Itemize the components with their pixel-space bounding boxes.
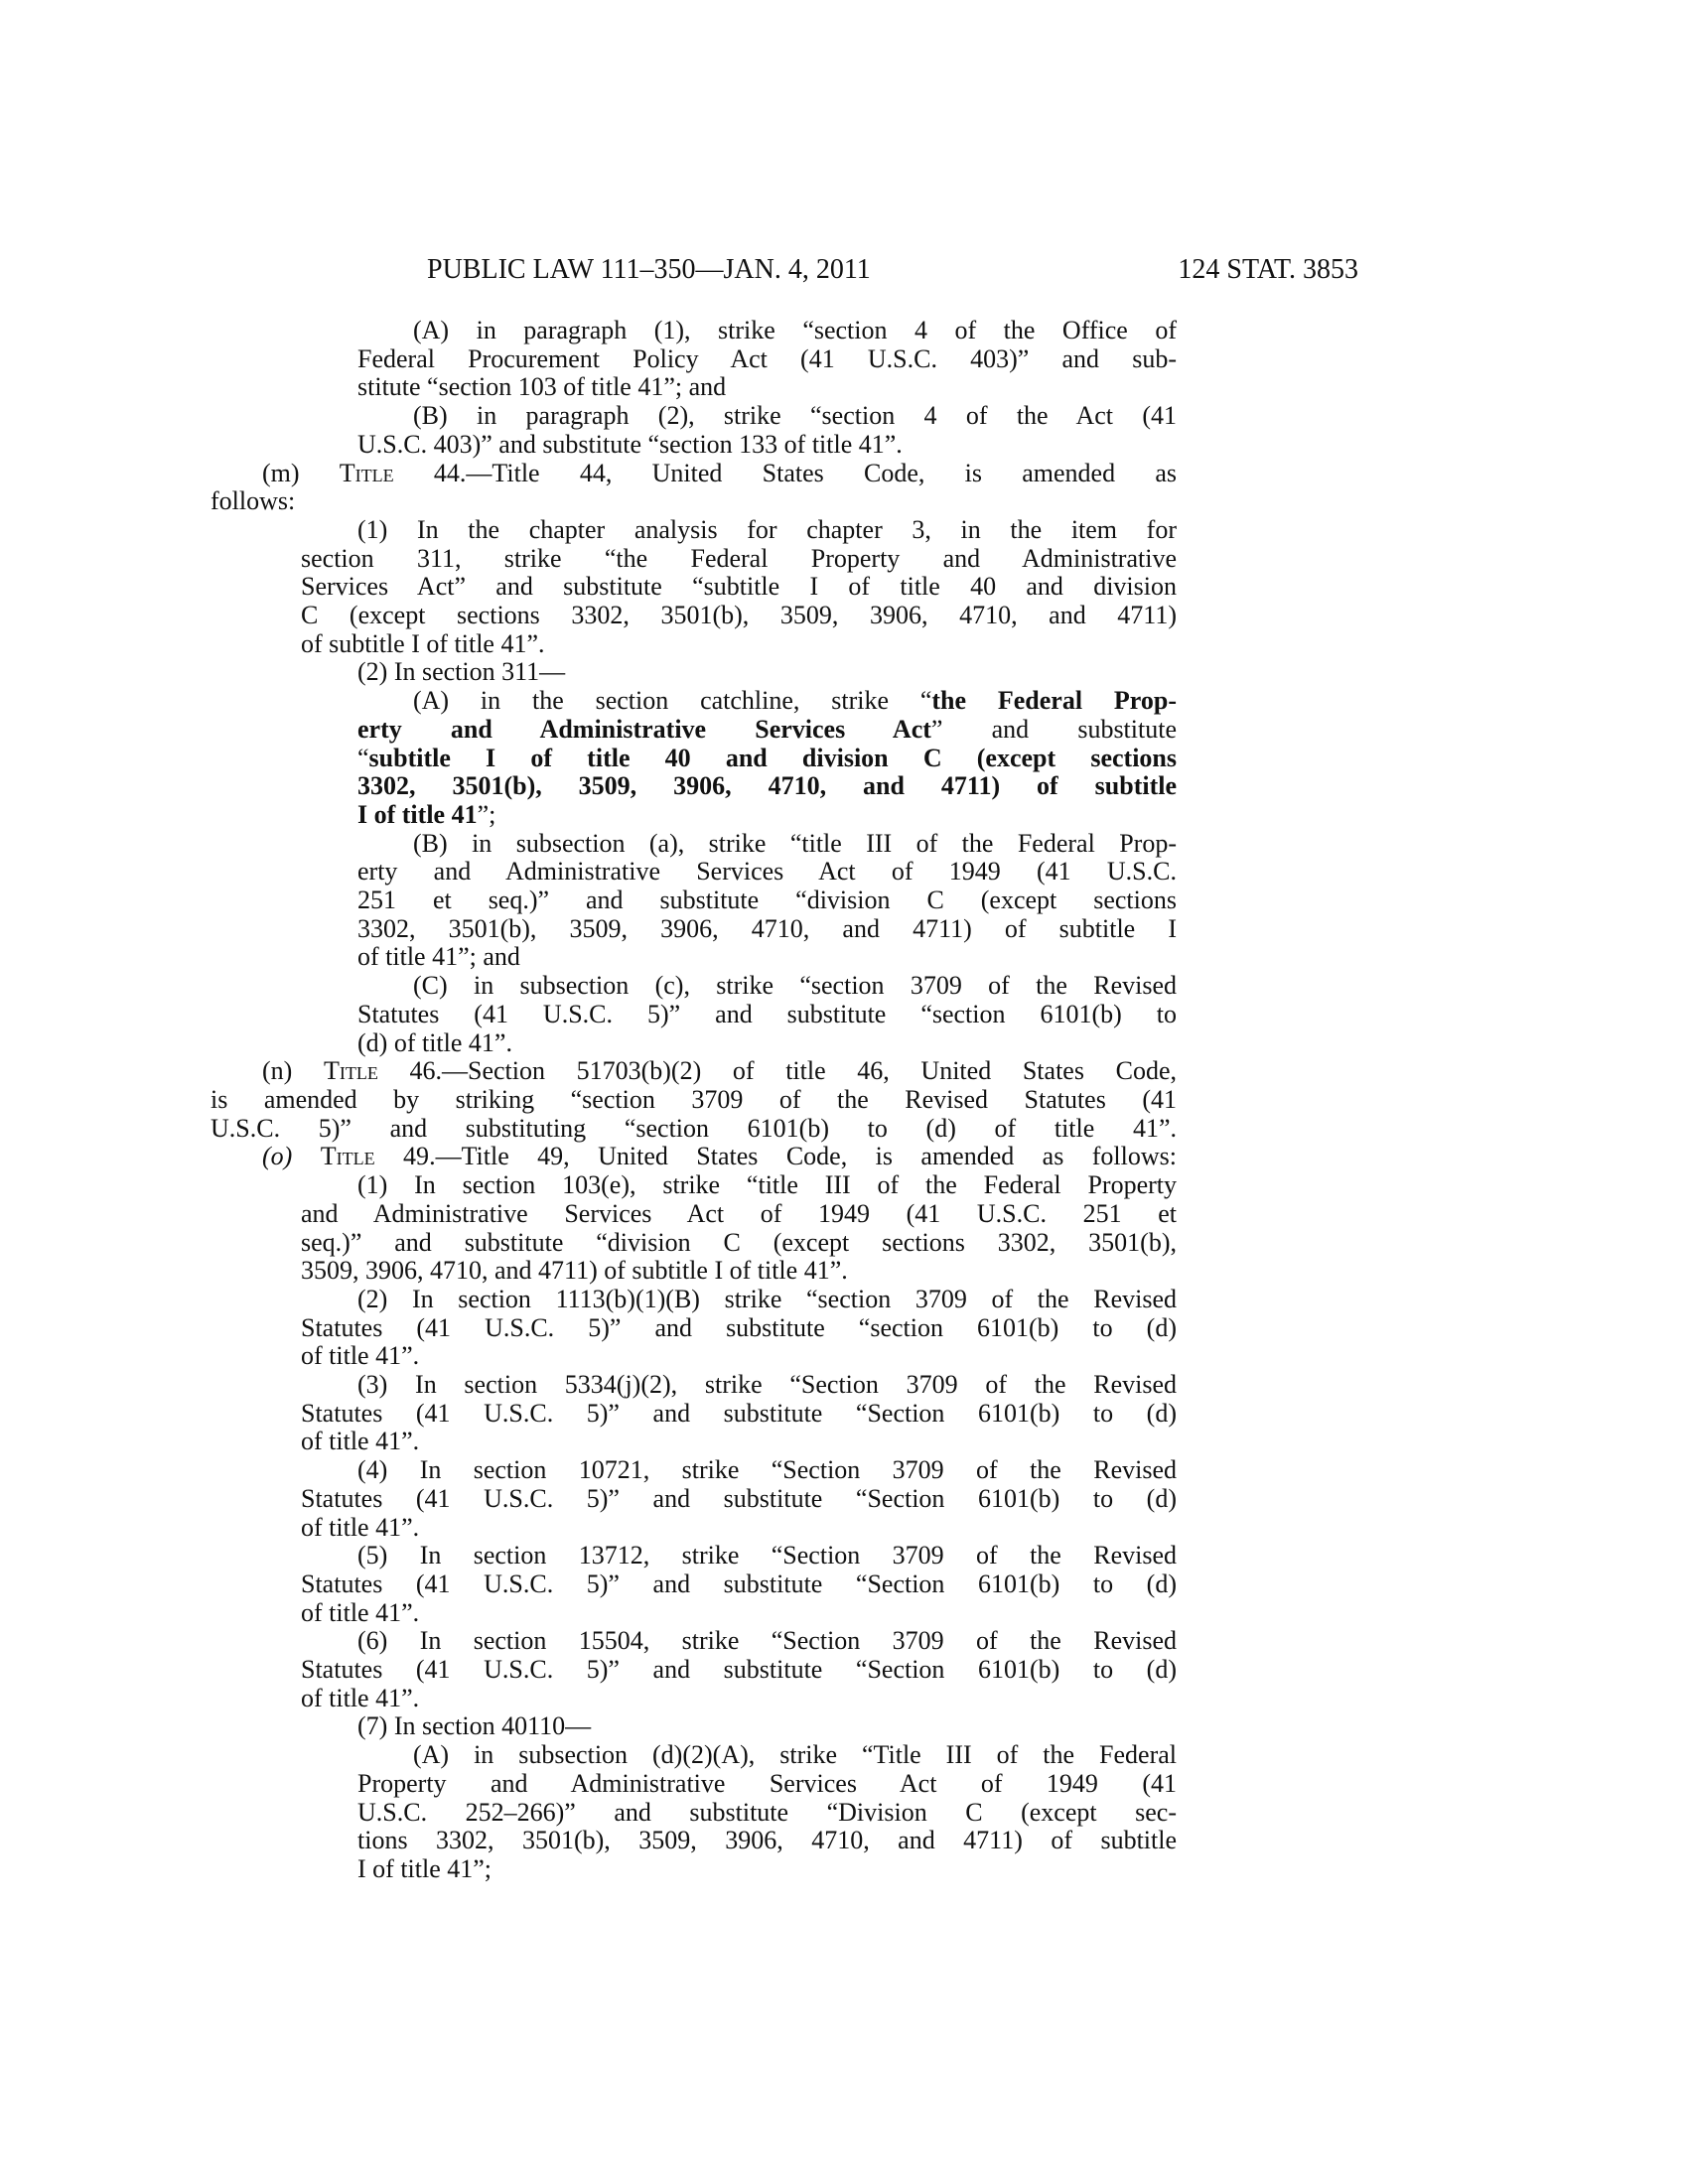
text-line: is amended by striking “section 3709 of the Revised Statutes (41 xyxy=(211,1084,1177,1114)
text-line: (A) in subsection (d)(2)(A), strike “Title III of the Federal xyxy=(413,1740,1177,1770)
text-line: (4) In section 10721, strike “Section 3709 of the Revised xyxy=(357,1455,1177,1485)
text-line: erty and Administrative Services Act of 1949 (41 U.S.C. xyxy=(357,857,1177,887)
text-line: Federal Procurement Policy Act (41 U.S.C. 403)” and sub- xyxy=(357,343,1177,373)
text-line: I of title 41”; xyxy=(357,1853,492,1883)
text-line: of title 41”. xyxy=(301,1341,420,1371)
subsection-heading: (o) Title 49.—Title 49, United States Code, is amended as follows: xyxy=(262,1142,1177,1171)
text-line: C (except sections 3302, 3501(b), 3509, 3906, 4710, and 4711) xyxy=(301,601,1177,630)
text-line: section 311, strike “the Federal Property and Administrative xyxy=(301,543,1177,573)
text-line: (2) In section 311— xyxy=(357,657,566,687)
paragraph-A xyxy=(301,317,1177,402)
text-line: I of title 41”; xyxy=(357,799,496,829)
text-line: Services Act” and substitute “subtitle I of title 40 and division xyxy=(301,572,1177,602)
text-line: erty and Administrative Services Act” and substitute xyxy=(357,714,1177,744)
text-line: (2) In section 1113(b)(1)(B) strike “section 3709 of the Revised xyxy=(357,1284,1177,1313)
page-header xyxy=(301,250,1358,290)
document-body xyxy=(211,316,1177,1884)
text-line: (B) in subsection (a), strike “title III of the Federal Prop- xyxy=(413,828,1177,858)
text-line: Statutes (41 U.S.C. 5)” and substitute “Section 6101(b) to (d) xyxy=(301,1398,1177,1428)
text-line: (1) In section 103(e), strike “title III of the Federal Property xyxy=(357,1170,1177,1200)
text-line: (B) in paragraph (2), strike “section 4 of the Act (41 xyxy=(413,401,1177,431)
stat-citation: 124 STAT. 3853 xyxy=(1178,254,1358,285)
law-citation: PUBLIC LAW 111–350—JAN. 4, 2011 xyxy=(427,254,871,285)
text-line: of subtitle I of title 41”. xyxy=(301,628,545,658)
subsection-n xyxy=(211,1056,1177,1143)
subsection-heading: (m) Title 44.—Title 44, United States Code, is amended as xyxy=(262,458,1177,487)
text-line: 3302, 3501(b), 3509, 3906, 4710, and 4711) of subtitle I xyxy=(357,913,1177,943)
title-label: Title 46 xyxy=(323,1056,436,1086)
text-line: U.S.C. 403)” and substitute “section 133 of title 41”. xyxy=(357,429,903,459)
text-line: Statutes (41 U.S.C. 5)” and substitute “Section 6101(b) to (d) xyxy=(301,1655,1177,1685)
text-line: U.S.C. 252–266)” and substitute “Division C (except sec- xyxy=(357,1797,1177,1827)
title-label: Title 44 xyxy=(339,458,460,487)
text-line: Statutes (41 U.S.C. 5)” and substitute “section 6101(b) to (d) xyxy=(301,1312,1177,1342)
text-line: of title 41”. xyxy=(301,1683,420,1712)
text-line: of title 41”. xyxy=(301,1597,420,1627)
text-line: “subtitle I of title 40 and division C (except sections xyxy=(357,743,1177,772)
text-line: stitute “section 103 of title 41”; and xyxy=(357,372,727,402)
title-label: Title 49 xyxy=(320,1142,430,1171)
text-line: 3302, 3501(b), 3509, 3906, 4710, and 4711) of subtitle xyxy=(357,771,1177,801)
text-line: Statutes (41 U.S.C. 5)” and substitute “Section 6101(b) to (d) xyxy=(301,1569,1177,1598)
subsection-o xyxy=(262,1142,1177,1883)
text-line: (C) in subsection (c), strike “section 3709 of the Revised xyxy=(413,971,1177,1001)
text-line: (A) in the section catchline, strike “the Federal Prop- xyxy=(413,686,1177,716)
text-line: tions 3302, 3501(b), 3509, 3906, 4710, and 4711) of subtitle xyxy=(357,1826,1177,1855)
text-line: of title 41”. xyxy=(301,1427,420,1456)
text-line: Property and Administrative Services Act of 1949 (41 xyxy=(357,1768,1177,1798)
text-line: (d) of title 41”. xyxy=(357,1027,512,1057)
text-line: U.S.C. 5)” and substituting “section 6101(b) to (d) of title 41”. xyxy=(211,1113,1177,1143)
text-line: (A) in paragraph (1), strike “section 4 of the Office of xyxy=(413,316,1177,344)
text-line: (6) In section 15504, strike “Section 3709 of the Revised xyxy=(357,1626,1177,1656)
text-line: (1) In the chapter analysis for chapter 3, in the item for xyxy=(357,514,1177,544)
text-line: (3) In section 5334(j)(2), strike “Section 3709 of the Revised xyxy=(357,1370,1177,1400)
text-line: and Administrative Services Act of 1949 (41 U.S.C. 251 et xyxy=(301,1198,1177,1228)
text-line: 251 et seq.)” and substitute “division C (except sections xyxy=(357,886,1177,915)
subsection-heading: (n) Title 46.—Section 51703(b)(2) of title 46, United States Code, xyxy=(262,1056,1177,1086)
text-line: seq.)” and substitute “division C (except sections 3302, 3501(b), xyxy=(301,1227,1177,1257)
subsection-m xyxy=(211,458,1177,1058)
text-line: of title 41”. xyxy=(301,1512,420,1542)
paragraph-B xyxy=(301,402,1177,459)
text-line: (5) In section 13712, strike “Section 3709 of the Revised xyxy=(357,1541,1177,1570)
text-line: of title 41”; and xyxy=(357,942,520,972)
text-line: Statutes (41 U.S.C. 5)” and substitute “Section 6101(b) to (d) xyxy=(301,1483,1177,1513)
text-line: 3509, 3906, 4710, and 4711) of subtitle I of title 41”. xyxy=(301,1256,848,1286)
text-line: follows: xyxy=(211,486,296,516)
text-line: Statutes (41 U.S.C. 5)” and substitute “section 6101(b) to xyxy=(357,999,1177,1028)
text-line: (7) In section 40110— xyxy=(357,1711,592,1741)
